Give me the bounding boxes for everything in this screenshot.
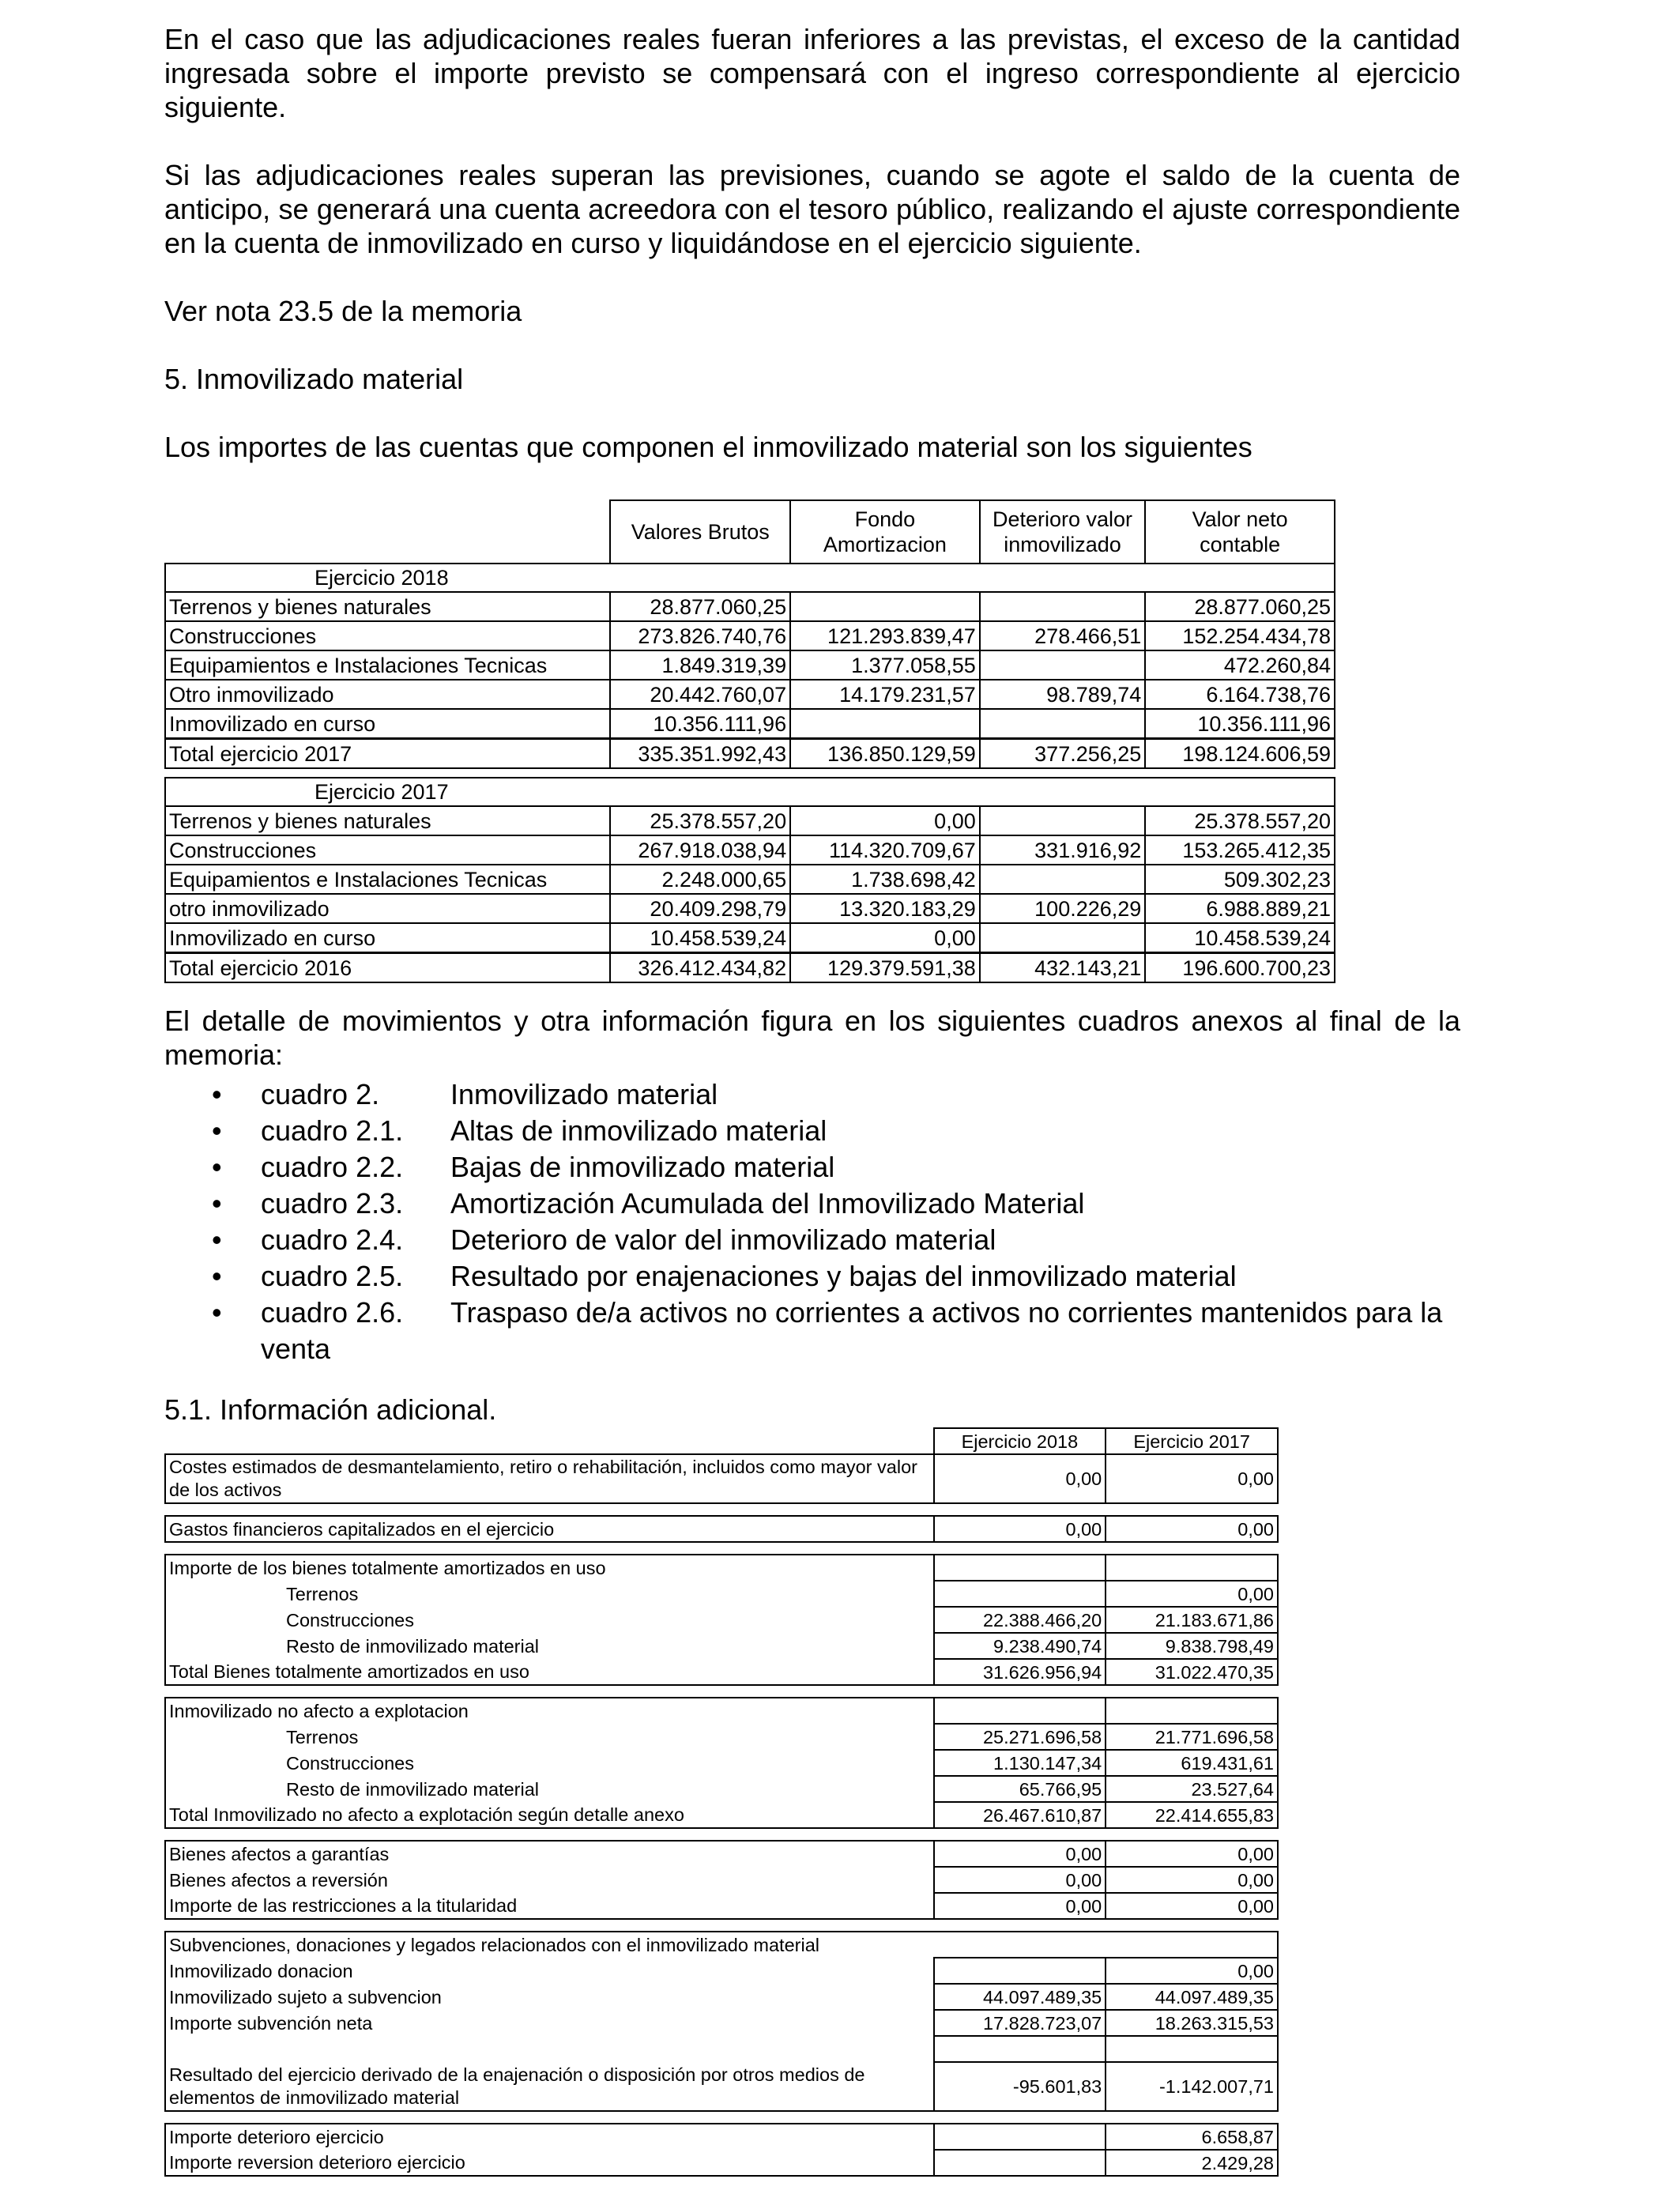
- row-label: Terrenos: [165, 1581, 934, 1607]
- year-label: Ejercicio 2017: [165, 778, 1335, 806]
- value-cell: 31.022.470,35: [1106, 1659, 1278, 1685]
- value-cell: 100.226,29: [980, 894, 1146, 923]
- year-row: [165, 564, 1335, 592]
- value-cell: [934, 2036, 1106, 2062]
- value-cell: 0,00: [790, 806, 980, 835]
- row-label: Bienes afectos a garantías: [165, 1841, 934, 1867]
- note-reference: Ver nota 23.5 de la memoria: [164, 295, 522, 327]
- spacer-row: [165, 1919, 1278, 1932]
- inmovilizado-material-table: [164, 499, 1335, 983]
- value-cell: 278.466,51: [980, 621, 1146, 650]
- total-value: 377.256,25: [980, 739, 1146, 769]
- spacer-cell: [165, 1828, 1278, 1841]
- table-row: [165, 806, 1335, 835]
- bullet-icon: •: [212, 1187, 222, 1220]
- value-cell: 44.097.489,35: [934, 1984, 1106, 2010]
- column-header: Ejercicio 2018: [934, 1428, 1106, 1454]
- spacer-cell: [165, 2111, 1278, 2124]
- row-label: Gastos financieros capitalizados en el ejercicio: [165, 1516, 934, 1542]
- row-label: Equipamientos e Instalaciones Tecnicas: [165, 865, 610, 894]
- table-row: [165, 2036, 1278, 2062]
- table-intro: Los importes de las cuentas que componen el inmovilizado material son los siguientes: [164, 431, 1252, 463]
- value-cell: 22.414.655,83: [1106, 1802, 1278, 1828]
- row-label: otro inmovilizado: [165, 894, 610, 923]
- year-label: Ejercicio 2018: [165, 564, 1335, 592]
- value-cell: [980, 923, 1146, 953]
- annex-list-item: [212, 1295, 1462, 1367]
- value-cell: 10.356.111,96: [610, 709, 790, 739]
- total-value: 129.379.591,38: [790, 953, 980, 983]
- value-cell: [934, 1555, 1106, 1581]
- table-row: [165, 1893, 1278, 1919]
- table-row: [165, 1454, 1278, 1503]
- annex-code: cuadro 2.: [261, 1078, 380, 1110]
- table-row: [165, 865, 1335, 894]
- spacer-cell: [165, 1919, 1278, 1932]
- annex-title: Deterioro de valor del inmovilizado material: [450, 1223, 996, 1256]
- table-row: [165, 2010, 1278, 2036]
- row-label: Inmovilizado en curso: [165, 923, 610, 953]
- value-cell: 472.260,84: [1145, 650, 1335, 680]
- value-cell: 0,00: [1106, 1516, 1278, 1542]
- value-cell: 619.431,61: [1106, 1750, 1278, 1776]
- value-cell: 25.378.557,20: [1145, 806, 1335, 835]
- value-cell: 267.918.038,94: [610, 835, 790, 865]
- value-cell: 0,00: [934, 1516, 1106, 1542]
- value-cell: 0,00: [790, 923, 980, 953]
- total-label: Total ejercicio 2016: [165, 953, 610, 983]
- spacer-cell: [165, 1503, 1278, 1516]
- row-label: Construcciones: [165, 835, 610, 865]
- annex-list-item: [212, 1186, 1462, 1222]
- value-cell: 152.254.434,78: [1145, 621, 1335, 650]
- value-cell: 26.467.610,87: [934, 1802, 1106, 1828]
- annex-list-item: [212, 1222, 1462, 1258]
- row-label: Total Inmovilizado no afecto a explotación según detalle anexo: [165, 1802, 934, 1828]
- year-row: [165, 778, 1335, 806]
- row-label: Total Bienes totalmente amortizados en uso: [165, 1659, 934, 1685]
- spacer-cell: [165, 1542, 1278, 1555]
- value-cell: 10.356.111,96: [1145, 709, 1335, 739]
- value-cell: 9.838.798,49: [1106, 1633, 1278, 1659]
- total-value: 196.600.700,23: [1145, 953, 1335, 983]
- value-cell: 0,00: [1106, 1958, 1278, 1984]
- row-label: Importe subvención neta: [165, 2010, 934, 2036]
- annex-list-item: [212, 1258, 1462, 1295]
- paragraph-adjudicaciones-inferiores: En el caso que las adjudicaciones reales fueran inferiores a las previstas, el exceso de la cantidad ingresada sobre el importe previsto se compensará con el ingreso correspondiente al ejercicio siguiente.: [164, 23, 1460, 123]
- bullet-icon: •: [212, 1078, 222, 1110]
- row-label: Construcciones: [165, 1750, 934, 1776]
- value-cell: 13.320.183,29: [790, 894, 980, 923]
- value-cell: [1106, 1555, 1278, 1581]
- annex-code: cuadro 2.1.: [261, 1114, 404, 1147]
- row-label: Equipamientos e Instalaciones Tecnicas: [165, 650, 610, 680]
- spacer-row: [165, 1828, 1278, 1841]
- total-label: Total ejercicio 2017: [165, 739, 610, 769]
- table-row: [165, 1750, 1278, 1776]
- value-cell: 1.130.147,34: [934, 1750, 1106, 1776]
- table-row: [165, 894, 1335, 923]
- value-cell: [980, 592, 1146, 621]
- row-label: Construcciones: [165, 621, 610, 650]
- table-header-row: [165, 1428, 1278, 1454]
- spacer-cell: [165, 768, 1335, 778]
- annex-list: [212, 1076, 1462, 1367]
- value-cell: [980, 709, 1146, 739]
- value-cell: 22.388.466,20: [934, 1607, 1106, 1633]
- header-corner: [165, 500, 610, 564]
- table-row: [165, 1841, 1278, 1867]
- value-cell: 6.658,87: [1106, 2124, 1278, 2150]
- value-cell: 21.771.696,58: [1106, 1724, 1278, 1750]
- annex-title: Altas de inmovilizado material: [450, 1114, 827, 1147]
- table-row: [165, 650, 1335, 680]
- value-cell: 65.766,95: [934, 1776, 1106, 1802]
- spacer-row: [165, 1685, 1278, 1698]
- detail-paragraph: El detalle de movimientos y otra información figura en los siguientes cuadros anexos al final de la memoria:: [164, 1005, 1460, 1071]
- value-cell: 10.458.539,24: [610, 923, 790, 953]
- bullet-icon: •: [212, 1296, 222, 1329]
- value-cell: 1.738.698,42: [790, 865, 980, 894]
- row-label: Resultado del ejercicio derivado de la enajenación o disposición por otros medios de elementos de inmovilizado material: [165, 2062, 934, 2111]
- row-label: Importe deterioro ejercicio: [165, 2124, 934, 2150]
- section-heading-5: 5. Inmovilizado material: [164, 363, 464, 395]
- value-cell: 0,00: [1106, 1841, 1278, 1867]
- table-row: [165, 2062, 1278, 2111]
- row-label: Importe de los bienes totalmente amortizados en uso: [165, 1555, 934, 1581]
- value-cell: 28.877.060,25: [1145, 592, 1335, 621]
- informacion-adicional-table: [164, 1427, 1279, 2177]
- value-cell: 0,00: [934, 1454, 1106, 1503]
- column-header: Fondo Amortizacion: [790, 500, 980, 564]
- column-header: Deterioro valor inmovilizado: [980, 500, 1146, 564]
- table-row: [165, 1633, 1278, 1659]
- value-cell: [980, 865, 1146, 894]
- total-row: [165, 953, 1335, 983]
- section-heading-5-1: 5.1. Información adicional.: [164, 1393, 497, 1426]
- row-label: Otro inmovilizado: [165, 680, 610, 709]
- table-header-row: [165, 500, 1335, 564]
- value-cell: [934, 1958, 1106, 1984]
- spacer-row: [165, 2111, 1278, 2124]
- row-label: Importe reversion deterioro ejercicio: [165, 2150, 934, 2176]
- table-row: [165, 1958, 1278, 1984]
- annex-list-item: [212, 1076, 1462, 1113]
- row-label: Subvenciones, donaciones y legados relacionados con el inmovilizado material: [165, 1932, 1278, 1958]
- total-value: 326.412.434,82: [610, 953, 790, 983]
- annex-title: Bajas de inmovilizado material: [450, 1151, 835, 1183]
- value-cell: [790, 709, 980, 739]
- value-cell: -1.142.007,71: [1106, 2062, 1278, 2111]
- value-cell: 153.265.412,35: [1145, 835, 1335, 865]
- value-cell: 0,00: [1106, 1454, 1278, 1503]
- value-cell: 18.263.315,53: [1106, 2010, 1278, 2036]
- table-row: [165, 592, 1335, 621]
- value-cell: 23.527,64: [1106, 1776, 1278, 1802]
- table-row: [165, 709, 1335, 739]
- value-cell: [934, 2124, 1106, 2150]
- value-cell: 509.302,23: [1145, 865, 1335, 894]
- value-cell: 0,00: [1106, 1893, 1278, 1919]
- value-cell: 1.377.058,55: [790, 650, 980, 680]
- value-cell: 0,00: [934, 1893, 1106, 1919]
- header-corner: [165, 1428, 934, 1454]
- annex-code: cuadro 2.2.: [261, 1151, 404, 1183]
- value-cell: 20.442.760,07: [610, 680, 790, 709]
- table-row: [165, 1581, 1278, 1607]
- row-label: Importe de las restricciones a la titularidad: [165, 1893, 934, 1919]
- value-cell: 0,00: [1106, 1581, 1278, 1607]
- value-cell: 25.378.557,20: [610, 806, 790, 835]
- row-label: Terrenos: [165, 1724, 934, 1750]
- spacer-cell: [165, 1685, 1278, 1698]
- bullet-icon: •: [212, 1114, 222, 1147]
- annex-code: cuadro 2.5.: [261, 1260, 404, 1292]
- annex-list-item: [212, 1149, 1462, 1186]
- annex-title: Resultado por enajenaciones y bajas del inmovilizado material: [450, 1260, 1237, 1292]
- table-row: [165, 2150, 1278, 2176]
- annex-code: cuadro 2.6.: [261, 1296, 404, 1329]
- column-header: Ejercicio 2017: [1106, 1428, 1278, 1454]
- table-row: [165, 1932, 1278, 1958]
- row-label: Terrenos y bienes naturales: [165, 592, 610, 621]
- row-label: Inmovilizado donacion: [165, 1958, 934, 1984]
- value-cell: 1.849.319,39: [610, 650, 790, 680]
- value-cell: [1106, 1698, 1278, 1724]
- value-cell: 114.320.709,67: [790, 835, 980, 865]
- value-cell: 2.248.000,65: [610, 865, 790, 894]
- bullet-icon: •: [212, 1151, 222, 1183]
- value-cell: 25.271.696,58: [934, 1724, 1106, 1750]
- table-row: [165, 1659, 1278, 1685]
- table-row: [165, 835, 1335, 865]
- value-cell: 0,00: [934, 1841, 1106, 1867]
- value-cell: [934, 1698, 1106, 1724]
- value-cell: [980, 650, 1146, 680]
- table-row: [165, 2124, 1278, 2150]
- total-row: [165, 739, 1335, 769]
- column-header: Valores Brutos: [610, 500, 790, 564]
- table-row: [165, 1555, 1278, 1581]
- value-cell: -95.601,83: [934, 2062, 1106, 2111]
- row-label: Bienes afectos a reversión: [165, 1867, 934, 1893]
- annex-title: Traspaso de/a activos no corrientes a activos no corrientes mantenidos para la venta: [261, 1296, 1443, 1365]
- value-cell: 21.183.671,86: [1106, 1607, 1278, 1633]
- bullet-icon: •: [212, 1260, 222, 1292]
- value-cell: 28.877.060,25: [610, 592, 790, 621]
- value-cell: 331.916,92: [980, 835, 1146, 865]
- value-cell: 31.626.956,94: [934, 1659, 1106, 1685]
- value-cell: [980, 806, 1146, 835]
- row-label: Costes estimados de desmantelamiento, retiro o rehabilitación, incluidos como mayor valor de los activos: [165, 1454, 934, 1503]
- value-cell: 9.238.490,74: [934, 1633, 1106, 1659]
- value-cell: 0,00: [934, 1867, 1106, 1893]
- total-value: 432.143,21: [980, 953, 1146, 983]
- paragraph-adjudicaciones-superiores: Si las adjudicaciones reales superan las previsiones, cuando se agote el saldo de la cuenta de anticipo, se generará una cuenta acreedora con el tesoro público, realizando el ajuste correspondiente en la cuenta de inmovilizado en curso y liquidándose en el ejercicio siguiente.: [164, 159, 1460, 259]
- row-label: Construcciones: [165, 1607, 934, 1633]
- bullet-icon: •: [212, 1223, 222, 1256]
- annex-title: Amortización Acumulada del Inmovilizado Material: [450, 1187, 1085, 1220]
- value-cell: [1106, 2036, 1278, 2062]
- value-cell: 2.429,28: [1106, 2150, 1278, 2176]
- table-row: [165, 1984, 1278, 2010]
- table-row: [165, 923, 1335, 953]
- total-value: 136.850.129,59: [790, 739, 980, 769]
- row-label: Inmovilizado en curso: [165, 709, 610, 739]
- column-header: Valor neto contable: [1145, 500, 1335, 564]
- value-cell: 14.179.231,57: [790, 680, 980, 709]
- annex-list-item: [212, 1113, 1462, 1149]
- row-label: Inmovilizado sujeto a subvencion: [165, 1984, 934, 2010]
- row-label: [165, 2036, 934, 2062]
- value-cell: 121.293.839,47: [790, 621, 980, 650]
- value-cell: 273.826.740,76: [610, 621, 790, 650]
- table-row: [165, 1607, 1278, 1633]
- table-row: [165, 1802, 1278, 1828]
- total-value: 335.351.992,43: [610, 739, 790, 769]
- table-row: [165, 1698, 1278, 1724]
- spacer-row: [165, 768, 1335, 778]
- annex-code: cuadro 2.3.: [261, 1187, 404, 1220]
- annex-title: Inmovilizado material: [450, 1078, 718, 1110]
- value-cell: [790, 592, 980, 621]
- value-cell: [934, 2150, 1106, 2176]
- value-cell: 6.988.889,21: [1145, 894, 1335, 923]
- table-row: [165, 1776, 1278, 1802]
- table-row: [165, 621, 1335, 650]
- spacer-row: [165, 1542, 1278, 1555]
- value-cell: 44.097.489,35: [1106, 1984, 1278, 2010]
- annex-code: cuadro 2.4.: [261, 1223, 404, 1256]
- value-cell: 0,00: [1106, 1867, 1278, 1893]
- value-cell: [934, 1581, 1106, 1607]
- table-row: [165, 1724, 1278, 1750]
- value-cell: 20.409.298,79: [610, 894, 790, 923]
- value-cell: 10.458.539,24: [1145, 923, 1335, 953]
- row-label: Inmovilizado no afecto a explotacion: [165, 1698, 934, 1724]
- total-value: 198.124.606,59: [1145, 739, 1335, 769]
- row-label: Terrenos y bienes naturales: [165, 806, 610, 835]
- value-cell: 6.164.738,76: [1145, 680, 1335, 709]
- row-label: Resto de inmovilizado material: [165, 1633, 934, 1659]
- spacer-row: [165, 1503, 1278, 1516]
- table-row: [165, 680, 1335, 709]
- row-label: Resto de inmovilizado material: [165, 1776, 934, 1802]
- table-row: [165, 1516, 1278, 1542]
- value-cell: 17.828.723,07: [934, 2010, 1106, 2036]
- table-row: [165, 1867, 1278, 1893]
- value-cell: 98.789,74: [980, 680, 1146, 709]
